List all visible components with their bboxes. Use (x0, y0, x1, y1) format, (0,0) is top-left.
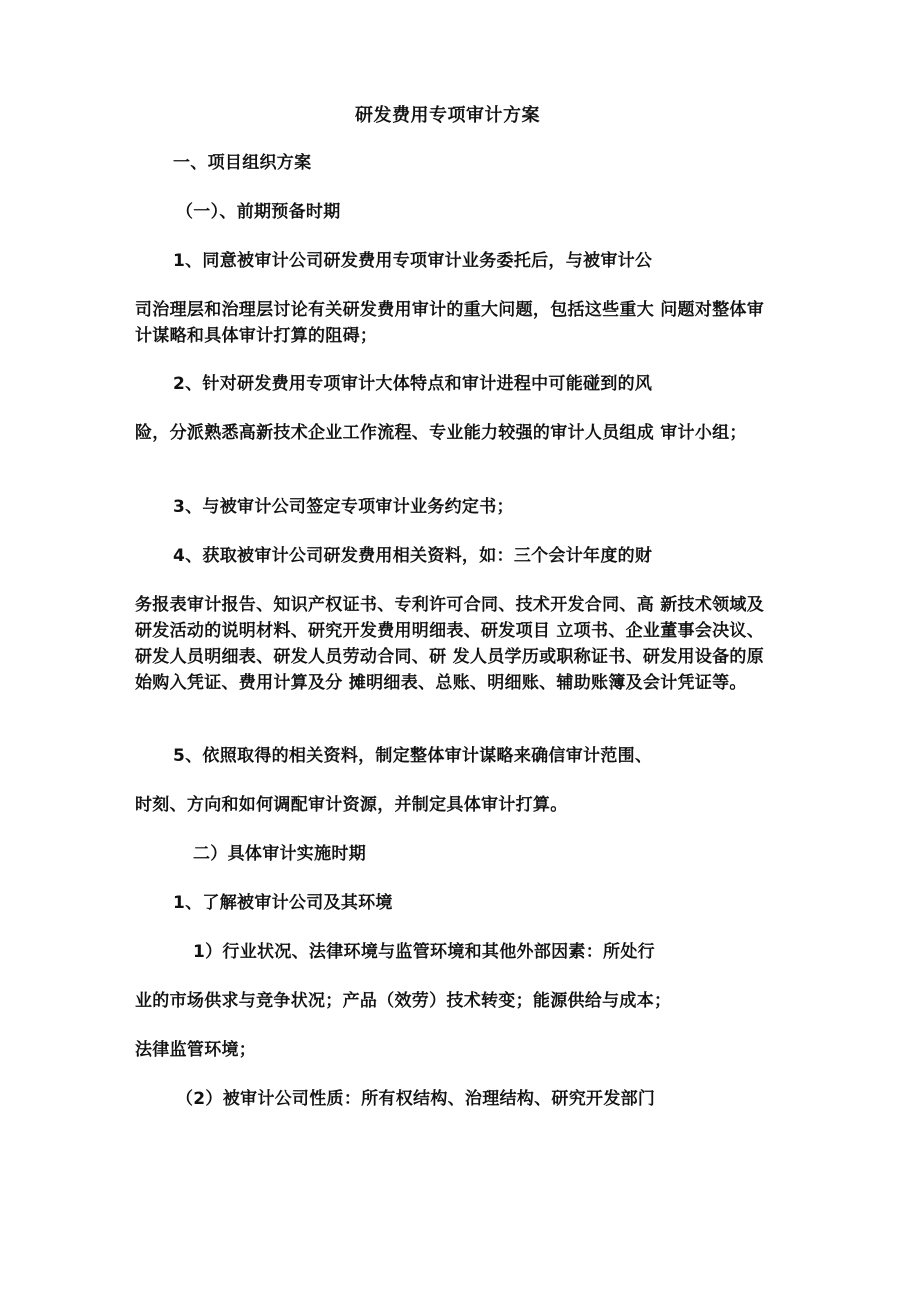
phase-heading-implementation: 二）具体审计实施时期 (193, 844, 366, 864)
section-heading-project-organization: 一、项目组织方案 (173, 153, 312, 173)
item-1-first-line: 1、同意被审计公司研发费用专项审计业务委托后，与被审计公 (173, 251, 653, 271)
item-4-continuation: 务报表审计报告、知识产权证书、专利许可合同、技术开发合同、高 新技术领域及研发活动的说明材料、研究开发费用明细表、研发项目 立项书、企业董事会决议、研发人员明细表、研发人员劳动合同、研 发人员学历或职称证书、研发用设备的原始购入凭证、费用计算及分 摊明细表、总账、明细账、辅助账簿及会计凭证等。 (135, 595, 765, 693)
item-5-first-line: 5、依照取得的相关资料，制定整体审计谋略来确信审计范围、 (173, 746, 653, 766)
item-4-first-line: 4、获取被审计公司研发费用相关资料，如：三个会计年度的财 (173, 546, 653, 566)
phase2-item-1: 1、了解被审计公司及其环境 (173, 893, 393, 913)
phase2-sub-item-2-first-line: （2）被审计公司性质：所有权结构、治理结构、研究开发部门 (176, 1089, 656, 1109)
item-1-continuation: 司治理层和治理层讨论有关研发费用审计的重大问题，包括这些重大 问题对整体审计谋略和具体审计打算的阻碍； (135, 300, 765, 346)
phase2-sub-item-1-line-3: 法律监管环境； (135, 1040, 257, 1060)
item-3-line: 3、与被审计公司签定专项审计业务约定书； (173, 497, 514, 517)
item-2-continuation: 险，分派熟悉高新技术企业工作流程、专业能力较强的审计人员组成 审计小组； (135, 423, 747, 443)
phase-heading-preparation: （一）、前期预备时期 (176, 202, 341, 222)
phase2-sub-item-1-first-line: 1）行业状况、法律环境与监管环境和其他外部因素：所处行 (193, 942, 655, 962)
document-title: 研发费用专项审计方案 (355, 105, 540, 126)
phase2-sub-item-1-line-2: 业的市场供求与竞争状况；产品（效劳）技术转变；能源供给与成本； (135, 991, 672, 1011)
item-2-first-line: 2、针对研发费用专项审计大体特点和审计进程中可能碰到的风 (173, 374, 653, 394)
item-5-continuation: 时刻、方向和如何调配审计资源，并制定具体审计打算。 (135, 795, 568, 815)
